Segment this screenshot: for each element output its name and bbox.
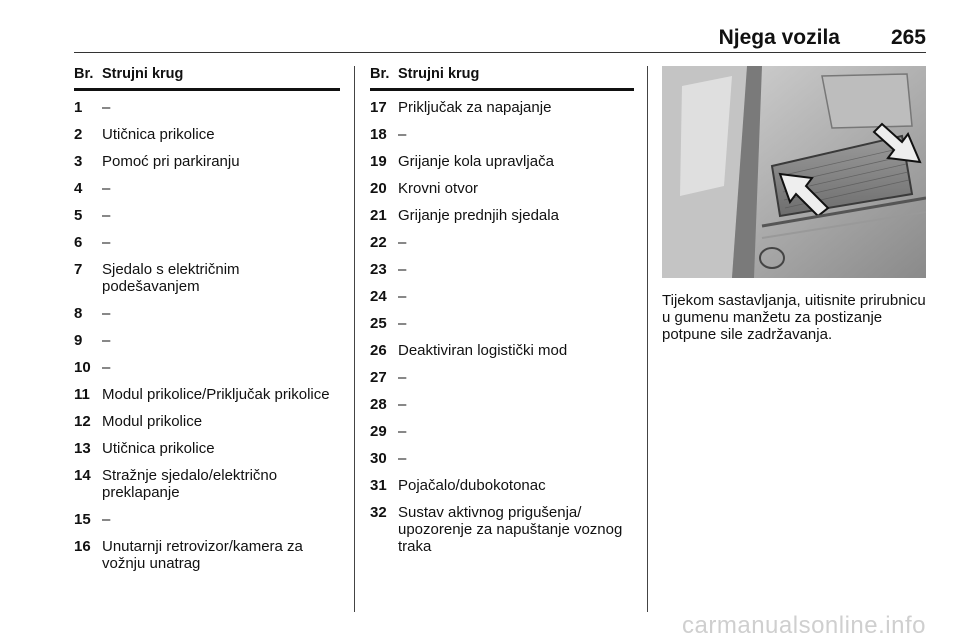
circuit-name: Sjedalo s električnim podešavanjem (102, 261, 240, 295)
table-body (370, 99, 634, 555)
fuse-table-left (74, 66, 340, 582)
table-row (74, 359, 340, 376)
fuse-number: 1 (74, 99, 83, 116)
fuse-number: 3 (74, 153, 83, 170)
fuse-number: 7 (74, 261, 83, 278)
circuit-name: – (102, 180, 111, 197)
table-row (370, 504, 634, 555)
column-header-circuit: Strujni krug (102, 66, 184, 82)
table-row (370, 99, 634, 116)
circuit-name: – (398, 369, 407, 386)
column-header-circuit: Strujni krug (398, 66, 480, 82)
circuit-name: Pomoć pri parkiranju (102, 153, 240, 170)
circuit-name: – (102, 207, 111, 224)
column-header-number: Br. (74, 66, 94, 82)
table-row (370, 207, 634, 224)
fuse-box-cover-photo (662, 66, 926, 278)
circuit-name: – (102, 511, 111, 528)
fuse-number: 11 (74, 386, 90, 403)
circuit-name: Grijanje kola upravljača (398, 153, 554, 170)
fuse-number: 8 (74, 305, 83, 322)
table-row (370, 315, 634, 332)
page-number: 265 (890, 26, 926, 49)
circuit-name: Utičnica prikolice (102, 126, 215, 143)
circuit-name: Grijanje prednjih sjedala (398, 207, 559, 224)
table-row (74, 261, 340, 295)
table-header-rule (370, 88, 634, 91)
fuse-number: 2 (74, 126, 83, 143)
table-row (74, 538, 340, 572)
table-row (74, 99, 340, 116)
fuse-number: 5 (74, 207, 83, 224)
fuse-number: 19 (370, 153, 387, 170)
circuit-name: – (398, 315, 407, 332)
table-row (74, 332, 340, 349)
circuit-name: Modul prikolice (102, 413, 203, 430)
page-title: Njega vozila (718, 26, 840, 49)
table-row (370, 342, 634, 359)
circuit-name: – (398, 261, 407, 278)
fuse-number: 27 (370, 369, 387, 386)
table-row (74, 511, 340, 528)
table-row (74, 207, 340, 224)
table-row (370, 450, 634, 467)
fuse-number: 26 (370, 342, 387, 359)
circuit-name: – (102, 305, 111, 322)
table-row (74, 413, 340, 430)
fuse-table-right (370, 66, 634, 565)
fuse-number: 13 (74, 440, 91, 457)
fuse-number: 25 (370, 315, 387, 332)
watermark: carmanualsonline.info (682, 612, 926, 639)
fuse-number: 15 (74, 511, 91, 528)
column-divider (354, 66, 355, 612)
table-header (370, 66, 634, 88)
column-header-number: Br. (370, 66, 390, 82)
circuit-name: Modul prikolice/Priključak prikolice (102, 386, 330, 403)
circuit-name: – (398, 234, 407, 251)
column-divider (647, 66, 648, 612)
page-header (74, 26, 926, 52)
circuit-name: Pojačalo/dubokotonac (398, 477, 546, 494)
table-row (74, 180, 340, 197)
circuit-name: Stražnje sjedalo/električno preklapanje (102, 467, 278, 501)
circuit-name: Krovni otvor (398, 180, 479, 197)
table-row (370, 369, 634, 386)
circuit-name: – (398, 126, 407, 143)
fuse-number: 29 (370, 423, 387, 440)
fuse-number: 14 (74, 467, 91, 484)
table-row (370, 261, 634, 278)
circuit-name: – (102, 99, 111, 116)
fuse-number: 16 (74, 538, 91, 555)
circuit-name: – (102, 234, 111, 251)
table-row (370, 126, 634, 143)
fuse-number: 6 (74, 234, 83, 251)
table-row (74, 234, 340, 251)
fuse-number: 9 (74, 332, 83, 349)
table-row (74, 467, 340, 501)
table-row (370, 180, 634, 197)
fuse-number: 32 (370, 504, 387, 521)
fuse-number: 20 (370, 180, 387, 197)
table-row (74, 126, 340, 143)
fuse-number: 31 (370, 477, 387, 494)
circuit-name: – (398, 288, 407, 305)
photo-caption: Tijekom sastavljanja, uitisnite prirubnicu u gumenu manžetu za postizanje potpune sile zadržavanja. (662, 292, 926, 343)
table-row (74, 153, 340, 170)
table-row (74, 386, 340, 403)
fuse-number: 17 (370, 99, 387, 116)
circuit-name: – (102, 359, 111, 376)
fuse-number: 21 (370, 207, 387, 224)
fuse-number: 22 (370, 234, 387, 251)
fuse-number: 10 (74, 359, 91, 376)
table-row (74, 440, 340, 457)
table-row (74, 305, 340, 322)
table-row (370, 396, 634, 413)
circuit-name: – (398, 423, 407, 440)
table-row (370, 153, 634, 170)
header-rule (74, 52, 926, 53)
table-row (370, 477, 634, 494)
fuse-number: 12 (74, 413, 91, 430)
circuit-name: – (398, 450, 407, 467)
table-row (370, 423, 634, 440)
circuit-name: Priključak za napajanje (398, 99, 552, 116)
table-row (370, 288, 634, 305)
table-row (370, 234, 634, 251)
fuse-number: 23 (370, 261, 387, 278)
fuse-number: 28 (370, 396, 387, 413)
fuse-number: 4 (74, 180, 83, 197)
fuse-number: 30 (370, 450, 387, 467)
circuit-name: – (398, 396, 407, 413)
table-header-rule (74, 88, 340, 91)
fuse-number: 24 (370, 288, 387, 305)
table-body (74, 99, 340, 572)
circuit-name: – (102, 332, 111, 349)
circuit-name: Deaktiviran logistički mod (398, 342, 568, 359)
table-header (74, 66, 340, 88)
circuit-name: Utičnica prikolice (102, 440, 215, 457)
fuse-number: 18 (370, 126, 387, 143)
circuit-name: Unutarnji retrovizor/kamera za vožnju unatrag (102, 538, 303, 572)
circuit-name: Sustav aktivnog prigušenja/ upozorenje za napuštanje voznog traka (398, 504, 623, 555)
